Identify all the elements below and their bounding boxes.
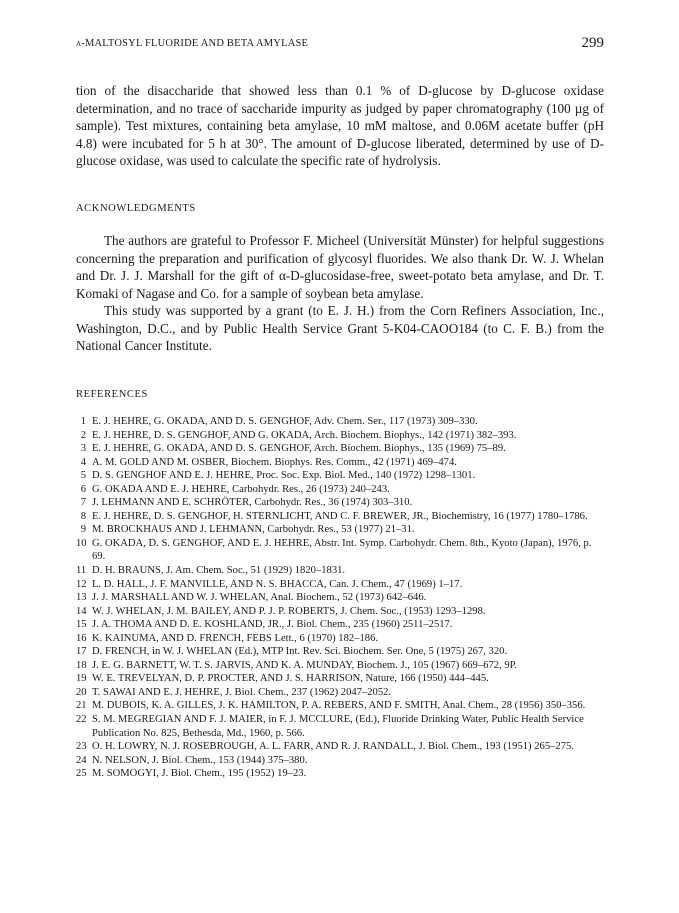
reference-text: K. KAINUMA, AND D. FRENCH, FEBS Lett., 6 (1970) 182–186.: [92, 632, 379, 644]
reference-number: 3: [80, 443, 86, 455]
reference-item: [76, 645, 604, 659]
reference-number: 13: [76, 592, 87, 604]
reference-text: G. OKADA, D. S. GENGHOF, AND E. J. HEHRE, Abstr. Int. Symp. Carbohydr. Chem. 8th., Kyoto (Japan), 1976, p. 69.: [92, 537, 592, 563]
reference-text: M. SOMOGYI, J. Biol. Chem., 195 (1952) 19–23.: [92, 768, 307, 780]
reference-number: 18: [76, 659, 87, 671]
reference-text: J. LEHMANN AND E. SCHRÖTER, Carbohydr. Res., 36 (1974) 303–310.: [92, 497, 413, 509]
reference-text: J. E. G. BARNETT, W. T. S. JARVIS, AND K. A. MUNDAY, Biochem. J., 105 (1967) 669–672, 9P.: [92, 659, 517, 671]
reference-number: 19: [76, 673, 87, 685]
reference-text: E. J. HEHRE, G. OKADA, AND D. S. GENGHOF, Arch. Biochem. Biophys., 135 (1969) 75–89.: [92, 443, 506, 455]
running-head-title: α-MALTOSYL FLUORIDE AND BETA AMYLASE: [76, 38, 309, 49]
reference-number: 11: [76, 565, 87, 577]
reference-number: 5: [80, 470, 86, 482]
reference-item: [76, 686, 604, 700]
reference-number: 22: [76, 714, 87, 726]
reference-item: [76, 659, 604, 673]
reference-number: 4: [80, 456, 86, 468]
reference-number: 2: [80, 429, 86, 441]
reference-text: W. E. TREVELYAN, D. P. PROCTER, AND J. S. HARRISON, Nature, 166 (1950) 444–445.: [92, 673, 489, 685]
reference-number: 12: [76, 578, 87, 590]
reference-number: 25: [76, 768, 87, 780]
reference-number: 10: [76, 537, 87, 549]
reference-item: [76, 767, 604, 781]
reference-text: O. H. LOWRY, N. J. ROSEBROUGH, A. L. FARR, AND R. J. RANDALL, J. Biol. Chem., 193 (1951) 265–275.: [92, 741, 574, 753]
reference-number: 20: [76, 686, 87, 698]
body-paragraph: tion of the disaccharide that showed less than 0.1 % of D-glucose by D-glucose oxidase determination, and no trace of saccharide impurity as judged by paper chromatography (100 µg of sample). Test mixtures, containing beta amylase, 10 mM maltose, and 0.06M acetate buffer (pH 4.8) were incubated for 5 h at 30°. The amount of D-glucose liberated, determined by use of D-glucose oxidase, was used to calculate the specific rate of hydrolysis.: [76, 83, 604, 168]
reference-text: D. FRENCH, in W. J. WHELAN (Ed.), MTP Int. Rev. Sci. Biochem. Ser. One, 5 (1975) 267, 320.: [92, 646, 508, 658]
reference-number: 7: [80, 497, 86, 509]
reference-text: M. DUBOIS, K. A. GILLES, J. K. HAMILTON, P. A. REBERS, AND F. SMITH, Anal. Chem., 28 (1956) 350–356.: [92, 700, 586, 712]
reference-number: 24: [76, 754, 87, 766]
reference-number: 21: [76, 700, 87, 712]
reference-text: N. NELSON, J. Biol. Chem., 153 (1944) 375–380.: [92, 754, 308, 766]
reference-text: W. J. WHELAN, J. M. BAILEY, AND P. J. P. ROBERTS, J. Chem. Soc., (1953) 1293–1298.: [92, 605, 486, 617]
reference-number: 14: [76, 605, 87, 617]
acknowledgments-paragraph: The authors are grateful to Professor F. Micheel (Universität Münster) for helpful suggestions concerning the preparation and purification of glycosyl fluorides. We also thank Dr. W. J. Whelan and Dr. J. J. Marshall for the gift of α-D-glucosidase-free, sweet-potato beta amylase, and Dr. T. Komaki of Nagase and Co. for a sample of soybean beta amylase.: [76, 233, 604, 301]
reference-text: J. A. THOMA AND D. E. KOSHLAND, JR., J. Biol. Chem., 235 (1960) 2511–2517.: [92, 619, 453, 631]
acknowledgments-text: [76, 232, 604, 355]
funding-paragraph: This study was supported by a grant (to E. J. H.) from the Corn Refiners Association, Inc., Washington, D.C., and by Public Health Service Grant 5-K04-CAOO184 (to C. F. B.) from the National Cancer Institute.: [76, 303, 604, 353]
reference-text: E. J. HEHRE, D. S. GENGHOF, H. STERNLICHT, AND C. F. BREWER, JR., Biochemistry, 16 (1977) 1780–1786.: [92, 510, 588, 522]
reference-item: [76, 672, 604, 686]
reference-item: [76, 456, 604, 470]
reference-number: 8: [80, 510, 86, 522]
reference-number: 9: [80, 524, 86, 536]
reference-text: M. BROCKHAUS AND J. LEHMANN, Carbohydr. Res., 53 (1977) 21–31.: [92, 524, 415, 536]
running-head: [76, 35, 604, 56]
reference-text: D. H. BRAUNS, J. Am. Chem. Soc., 51 (1929) 1820–1831.: [92, 565, 346, 577]
references-list: [76, 415, 604, 781]
reference-text: S. M. MEGREGIAN AND F. J. MAIER, in F. J. MCCLURE, (Ed.), Fluoride Drinking Water, Public Health Service Publication No. 825, Bethesda, Md., 1960, p. 566.: [92, 714, 584, 739]
acknowledgments-heading: ACKNOWLEDGMENTS: [76, 203, 196, 214]
reference-item: [76, 429, 604, 443]
reference-number: 15: [76, 619, 87, 631]
page-number: 299: [581, 35, 604, 51]
reference-item: [76, 537, 604, 564]
references-heading: REFERENCES: [76, 389, 148, 400]
reference-item: [76, 442, 604, 456]
reference-item: [76, 618, 604, 632]
reference-item: [76, 713, 604, 740]
reference-item: [76, 564, 604, 578]
reference-text: E. J. HEHRE, D. S. GENGHOF, AND G. OKADA, Arch. Biochem. Biophys., 142 (1971) 382–393.: [92, 429, 517, 441]
reference-item: [76, 740, 604, 754]
reference-number: 17: [76, 646, 87, 658]
body-text: [76, 82, 604, 170]
reference-item: [76, 496, 604, 510]
reference-item: [76, 591, 604, 605]
reference-item: [76, 523, 604, 537]
reference-item: [76, 483, 604, 497]
reference-text: E. J. HEHRE, G. OKADA, AND D. S. GENGHOF, Adv. Chem. Ser., 117 (1973) 309–330.: [92, 416, 478, 427]
reference-item: [76, 510, 604, 524]
reference-number: 16: [76, 632, 87, 644]
reference-item: [76, 632, 604, 646]
reference-number: 6: [80, 483, 86, 495]
reference-item: [76, 605, 604, 619]
reference-number: 1: [80, 416, 86, 427]
reference-item: [76, 578, 604, 592]
reference-text: G. OKADA AND E. J. HEHRE, Carbohydr. Res., 26 (1973) 240–243.: [92, 483, 390, 495]
reference-number: 23: [76, 741, 87, 753]
reference-text: D. S. GENGHOF AND E. J. HEHRE, Proc. Soc. Exp. Biol. Med., 140 (1972) 1298–1301.: [92, 470, 476, 482]
reference-item: [76, 754, 604, 768]
reference-item: [76, 415, 604, 429]
reference-text: A. M. GOLD AND M. OSBER, Biochem. Biophys. Res. Comm., 42 (1971) 469–474.: [92, 456, 457, 468]
reference-text: T. SAWAI AND E. J. HEHRE, J. Biol. Chem., 237 (1962) 2047–2052.: [92, 686, 392, 698]
reference-item: [76, 699, 604, 713]
reference-text: J. J. MARSHALL AND W. J. WHELAN, Anal. Biochem., 52 (1973) 642–646.: [92, 592, 427, 604]
reference-text: L. D. HALL, J. F. MANVILLE, AND N. S. BHACCA, Can. J. Chem., 47 (1969) 1–17.: [92, 578, 463, 590]
reference-item: [76, 469, 604, 483]
